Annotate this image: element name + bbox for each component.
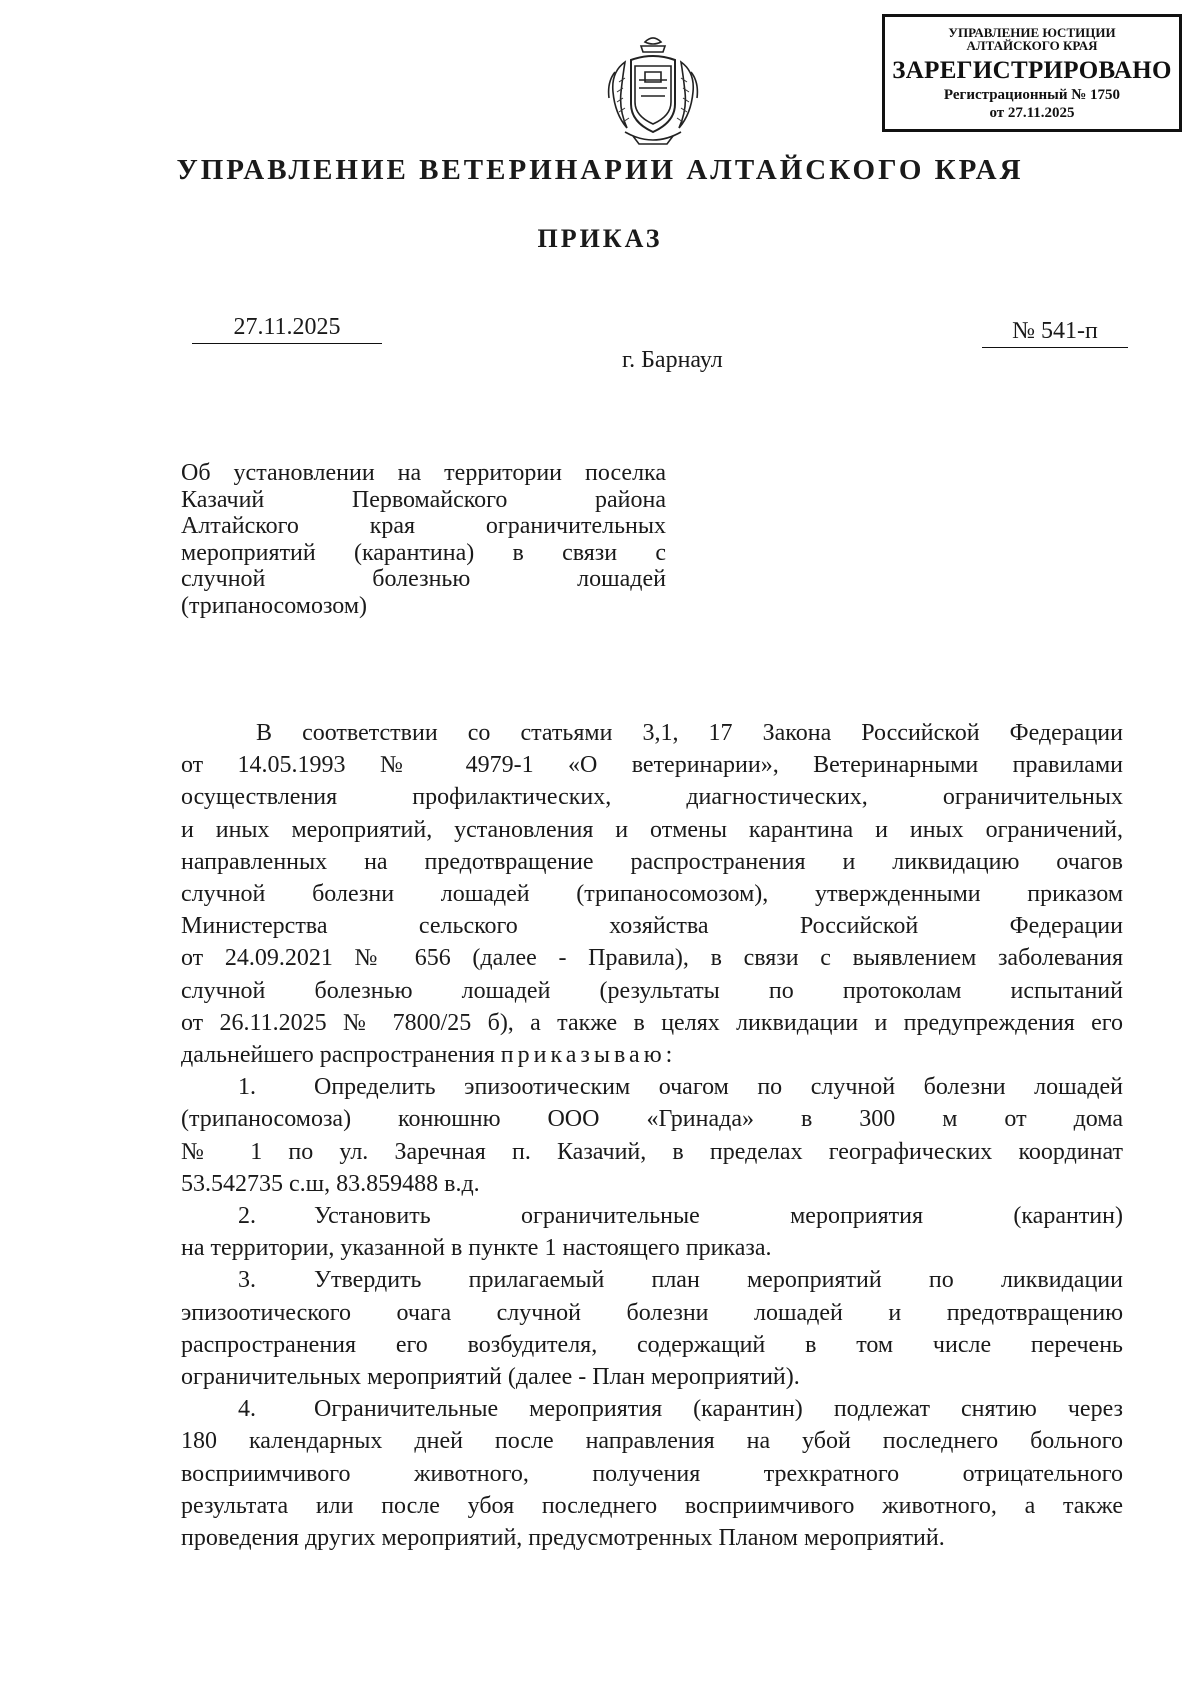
preamble-end: дальнейшего распространения bbox=[181, 1042, 495, 1069]
item-text: Установить ограничительные мероприятия (карантин) bbox=[314, 1203, 1123, 1230]
subject-line: Об установлении на территории поселка bbox=[181, 460, 666, 486]
stamp-authority-line1: УПРАВЛЕНИЕ ЮСТИЦИИ bbox=[948, 25, 1116, 40]
subject-line: мероприятий (карантина) в связи с bbox=[181, 539, 666, 566]
preamble-line: от 14.05.1993 № 4979-1 «О ветеринарии», Ветеринарными правилами bbox=[181, 752, 1123, 779]
preamble-line: от 24.09.2021 № 656 (далее - Правила), в связи с выявлением заболевания bbox=[181, 945, 1123, 972]
item-text: Ограничительные мероприятия (карантин) подлежат снятию через bbox=[314, 1396, 1123, 1423]
item-number: 1. bbox=[238, 1074, 256, 1101]
item-text: Утвердить прилагаемый план мероприятий по ликвидации bbox=[314, 1267, 1123, 1294]
item-line: восприимчивого животного, получения трехкратного отрицательного bbox=[181, 1460, 1123, 1487]
document-subject bbox=[181, 460, 666, 619]
subject-line: Казачий Первомайского района bbox=[181, 486, 666, 513]
preamble-line: В соответствии со статьями 3,1, 17 Закона Российской Федерации bbox=[256, 720, 1123, 746]
subject-line: (трипаносомозом) bbox=[181, 592, 367, 619]
stamp-registered: ЗАРЕГИСТРИРОВАНО bbox=[892, 57, 1172, 84]
item-line: эпизоотического очага случной болезни лошадей и предотвращению bbox=[181, 1299, 1123, 1326]
document-type: ПРИКАЗ bbox=[537, 224, 663, 253]
order-item-2 bbox=[181, 1200, 1123, 1264]
item-text: Определить эпизоотическим очагом по случной болезни лошадей bbox=[314, 1074, 1123, 1101]
item-line: ограничительных мероприятий (далее - План мероприятий). bbox=[181, 1364, 800, 1391]
order-item-1 bbox=[181, 1071, 1123, 1200]
item-line: № 1 по ул. Заречная п. Казачий, в пределах географических координат bbox=[181, 1138, 1123, 1165]
document-number: № 541-п bbox=[982, 318, 1128, 348]
item-first-line bbox=[181, 1264, 1123, 1296]
preamble-line: от 26.11.2025 № 7800/25 б), а также в целях ликвидации и предупреждения его bbox=[181, 1009, 1123, 1036]
item-number: 4. bbox=[238, 1396, 256, 1423]
item-line: на территории, указанной в пункте 1 настоящего приказа. bbox=[181, 1235, 772, 1262]
document-body bbox=[181, 717, 1123, 1554]
stamp-reg-date: от 27.11.2025 bbox=[989, 105, 1075, 121]
preamble-line: направленных на предотвращение распространения и ликвидацию очагов bbox=[181, 848, 1123, 875]
preamble-line: случной болезни лошадей (трипаносомозом), утвержденными приказом bbox=[181, 881, 1123, 908]
stamp-reg-number: Регистрационный № 1750 bbox=[943, 87, 1121, 103]
preamble-line: Министерства сельского хозяйства Российской Федерации bbox=[181, 913, 1123, 940]
item-line: 180 календарных дней после направления на убой последнего больного bbox=[181, 1428, 1123, 1455]
preamble-line: и иных мероприятий, установления и отмены карантина и иных ограничений, bbox=[181, 816, 1123, 843]
stamp-authority-line2: АЛТАЙСКОГО КРАЯ bbox=[966, 38, 1098, 53]
item-line: (трипаносомоза) конюшню ООО «Гринада» в 300 м от дома bbox=[181, 1106, 1123, 1133]
item-number: 2. bbox=[238, 1203, 256, 1230]
item-line: проведения других мероприятий, предусмотренных Планом мероприятий. bbox=[181, 1525, 945, 1552]
document-city: г. Барнаул bbox=[622, 347, 723, 373]
preamble-line: осуществления профилактических, диагностических, ограничительных bbox=[181, 784, 1123, 811]
registration-stamp bbox=[882, 14, 1182, 132]
item-line: результата или после убоя последнего восприимчивого животного, а также bbox=[181, 1492, 1123, 1519]
preamble-paragraph bbox=[181, 717, 1123, 1071]
order-item-4 bbox=[181, 1393, 1123, 1554]
document-date: 27.11.2025 bbox=[192, 314, 382, 344]
organization-title: УПРАВЛЕНИЕ ВЕТЕРИНАРИИ АЛТАЙСКОГО КРАЯ bbox=[176, 154, 1024, 186]
coat-of-arms-icon bbox=[595, 32, 711, 150]
order-item-3 bbox=[181, 1264, 1123, 1393]
item-first-line bbox=[181, 1071, 1123, 1103]
item-number: 3. bbox=[238, 1267, 256, 1294]
order-word: приказываю: bbox=[500, 1042, 677, 1069]
item-line: 53.542735 с.ш, 83.859488 в.д. bbox=[181, 1170, 480, 1197]
subject-line: Алтайского края ограничительных bbox=[181, 513, 666, 539]
item-first-line bbox=[181, 1200, 1123, 1232]
item-line: распространения его возбудителя, содержащий в том числе перечень bbox=[181, 1331, 1123, 1358]
subject-line: случной болезнью лошадей bbox=[181, 566, 666, 592]
preamble-final-line bbox=[181, 1039, 1123, 1071]
item-first-line bbox=[181, 1393, 1123, 1425]
preamble-line: случной болезнью лошадей (результаты по протоколам испытаний bbox=[181, 977, 1123, 1004]
